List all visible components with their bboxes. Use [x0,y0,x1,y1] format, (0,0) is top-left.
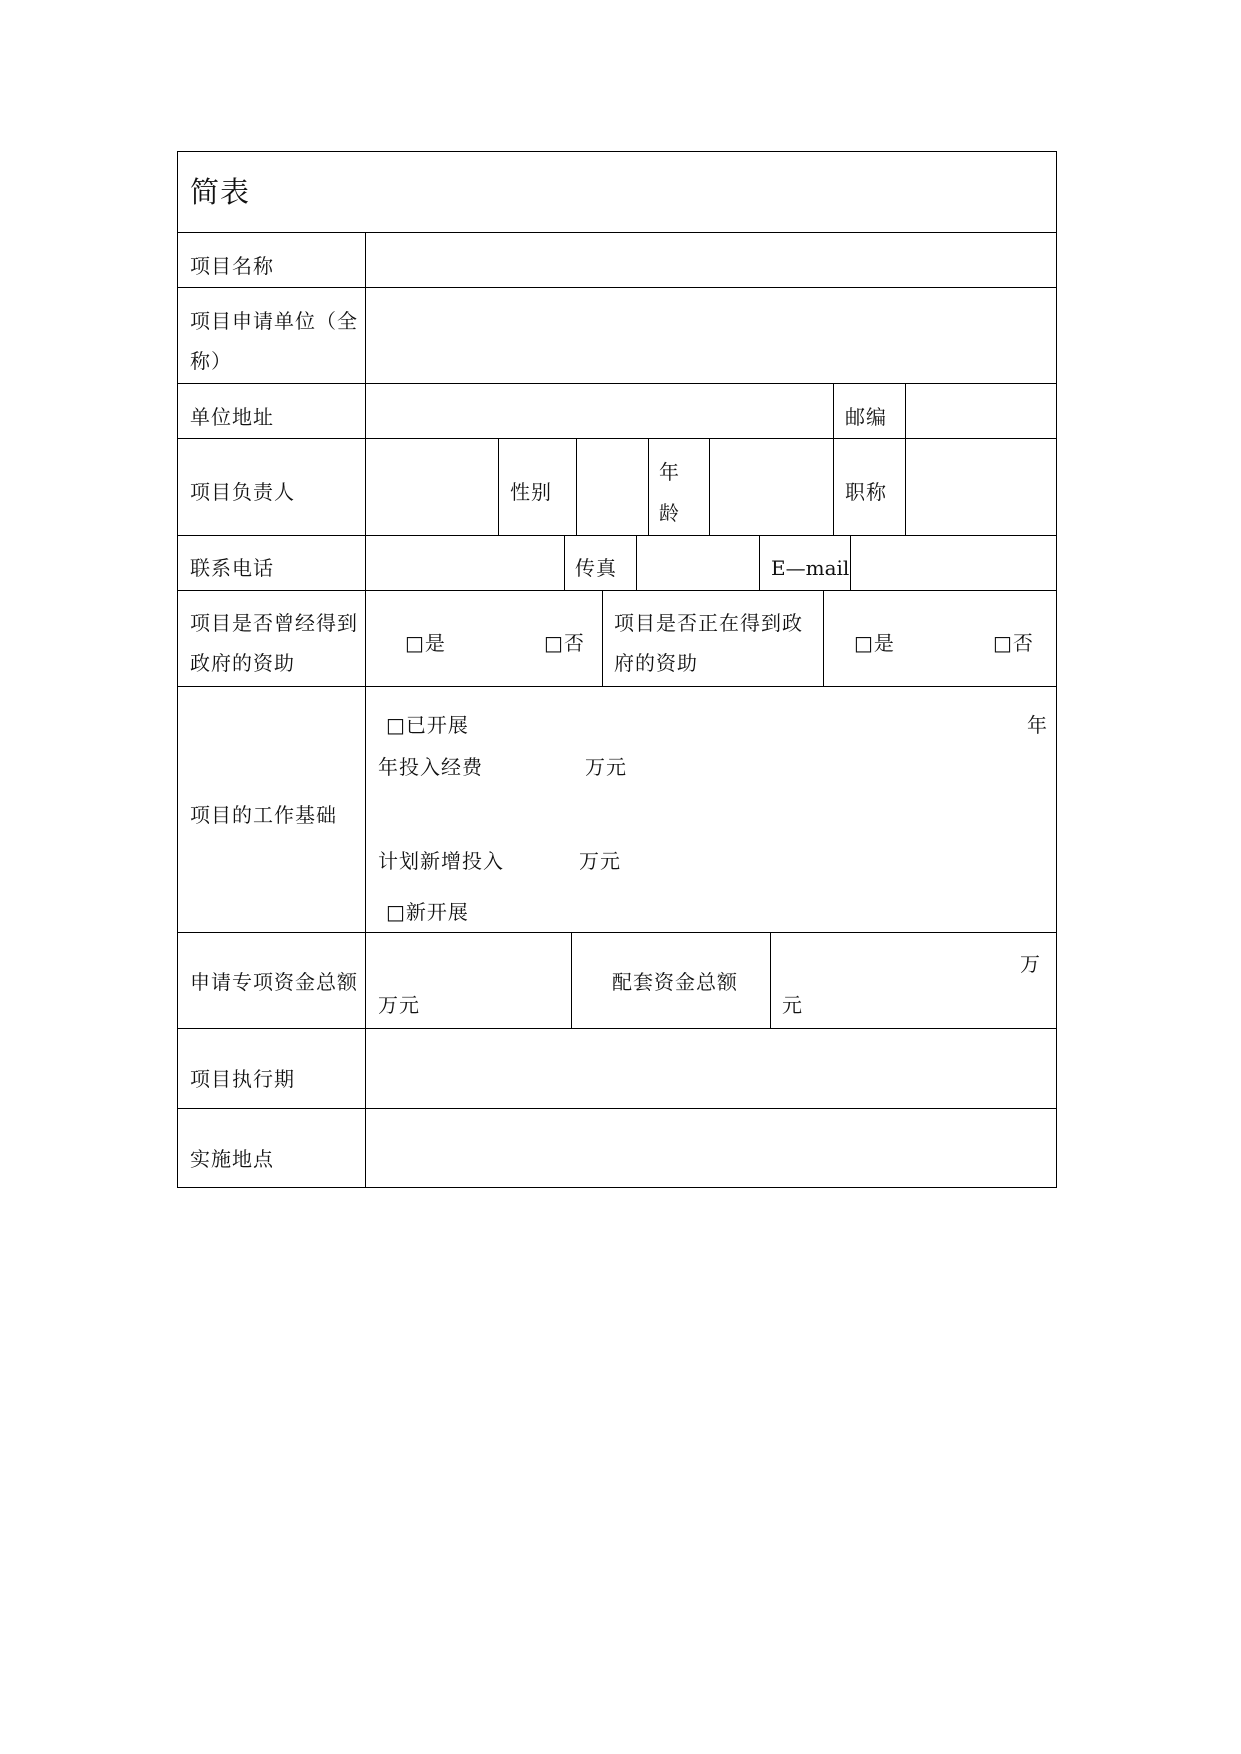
matching-fund-total-label: 配套资金总额 [612,970,738,994]
age-field[interactable] [712,440,831,533]
email-field[interactable] [853,537,1054,588]
phone-label: 联系电话 [190,556,274,580]
cell-divider [833,383,834,438]
age-label-line2: 龄 [659,501,680,525]
execution-period-label: 项目执行期 [190,1067,295,1091]
applicant-unit-field[interactable] [368,289,1054,381]
form-title: 简表 [190,175,251,209]
cell-divider [905,383,906,438]
cell-divider [576,438,577,535]
cell-divider [498,438,499,535]
gov-funded-before-no-checkbox[interactable]: □否 [544,631,585,655]
row-divider [178,383,1056,384]
special-fund-total-unit: 万元 [378,993,420,1017]
location-label: 实施地点 [190,1147,274,1171]
work-basis-label: 项目的工作基础 [190,803,337,827]
cell-divider [571,932,572,1028]
special-fund-total-field[interactable] [368,934,569,984]
cell-divider [602,590,603,686]
gov-funded-before-yes-checkbox[interactable]: □是 [405,631,446,655]
planned-new-investment-label: 计划新增投入 [378,849,504,873]
matching-fund-total-unit-wan: 万 [1020,952,1041,976]
project-leader-field[interactable] [368,440,496,533]
planned-new-investment-unit: 万元 [579,849,621,873]
phone-field[interactable] [368,537,562,588]
cell-divider [564,535,565,590]
row-divider [178,1028,1056,1029]
gov-funded-now-yes-checkbox[interactable]: □是 [854,631,895,655]
project-leader-label: 项目负责人 [190,480,295,504]
fax-label: 传真 [575,556,617,580]
gov-funded-now-label-line2: 府的资助 [614,651,698,675]
cell-divider [833,438,834,535]
gender-label: 性别 [510,480,552,504]
row-divider [178,1108,1056,1109]
project-name-label: 项目名称 [190,254,274,278]
fax-field[interactable] [639,537,757,588]
gender-field[interactable] [579,440,646,533]
applicant-unit-label-line1: 项目申请单位（全 [190,309,358,333]
started-checkbox[interactable]: □已开展 [386,713,469,737]
execution-period-field[interactable] [368,1030,1054,1106]
cell-divider [905,438,906,535]
gov-funded-before-label-line2: 政府的资助 [190,651,295,675]
year-unit: 年 [1027,713,1048,737]
cell-divider [823,590,824,686]
new-started-checkbox[interactable]: □新开展 [386,900,469,924]
gov-funded-now-no-checkbox[interactable]: □否 [993,631,1034,655]
row-divider [178,287,1056,288]
special-fund-total-label: 申请专项资金总额 [190,970,358,994]
annual-investment-unit: 万元 [585,755,627,779]
row-divider [178,438,1056,439]
cell-divider [850,535,851,590]
unit-address-field[interactable] [368,385,831,436]
cell-divider [648,438,649,535]
cell-divider [759,535,760,590]
email-label: E—mail [771,556,850,580]
unit-address-label: 单位地址 [190,405,274,429]
gov-funded-now-label-line1: 项目是否正在得到政 [614,611,803,635]
project-summary-form [177,151,1057,1188]
row-divider [178,232,1056,233]
row-divider [178,686,1056,687]
postcode-label: 邮编 [845,405,887,429]
label-column-divider [365,232,366,1187]
row-divider [178,535,1056,536]
cell-divider [636,535,637,590]
age-label-line1: 年 [659,460,680,484]
location-field[interactable] [368,1110,1054,1186]
cell-divider [770,932,771,1028]
row-divider [178,590,1056,591]
job-title-label: 职称 [845,480,887,504]
matching-fund-total-field[interactable] [773,934,1003,984]
row-divider [178,932,1056,933]
postcode-field[interactable] [908,385,1054,436]
matching-fund-total-unit-yuan: 元 [782,993,803,1017]
applicant-unit-label-line2: 称） [190,349,232,373]
gov-funded-before-label-line1: 项目是否曾经得到 [190,611,358,635]
project-name-field[interactable] [368,234,1054,286]
annual-investment-label: 年投入经费 [378,755,483,779]
job-title-field[interactable] [908,440,1054,533]
cell-divider [709,438,710,535]
